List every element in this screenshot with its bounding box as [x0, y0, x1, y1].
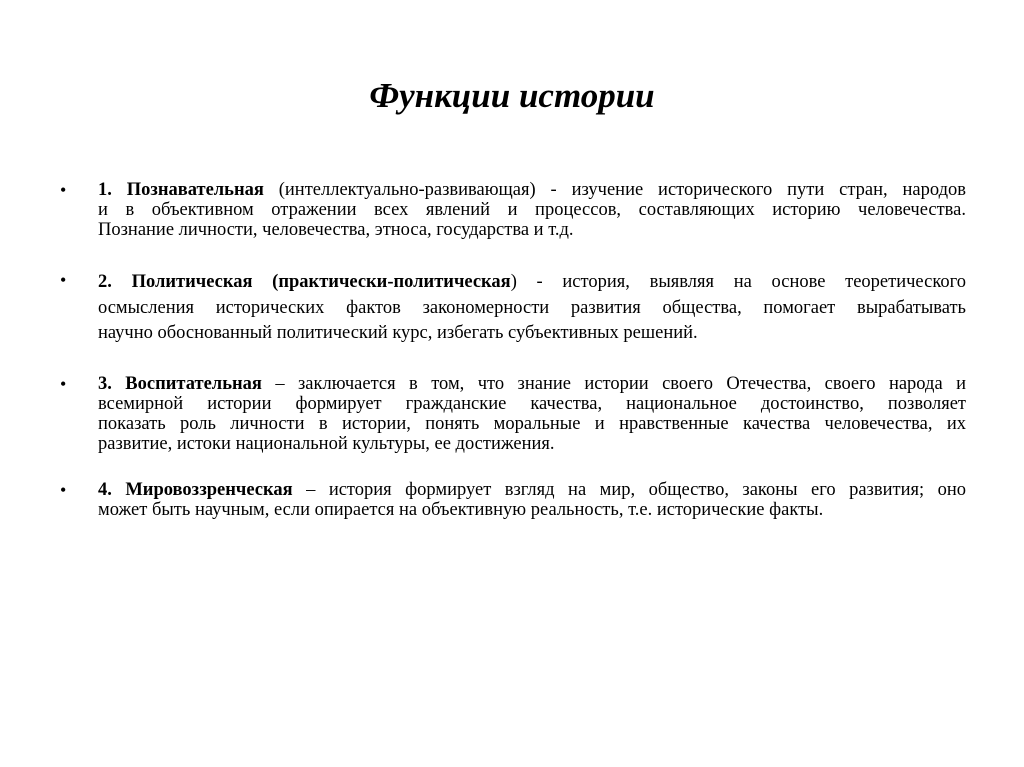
item-text: показать роль личности в истории, понять моральные и нравственные качества человечества, их	[98, 414, 966, 434]
item-heading: 1. Познавательная	[98, 180, 264, 200]
item-heading: 4. Мировоззренческая	[98, 480, 293, 500]
item-text: может быть научным, если опирается на объективную реальность, т.е. исторические факты.	[98, 500, 824, 520]
item-heading: 3. Воспитательная	[98, 374, 262, 394]
item-text: ) - история, выявляя на основе теоретического	[510, 272, 966, 292]
item-text: осмысления исторических фактов закономерности развития общества, помогает вырабатывать	[98, 297, 966, 318]
item-text: научно обоснованный политический курс, избегать субъективных решений.	[98, 323, 698, 343]
bullet-icon: •	[60, 180, 67, 200]
item-text: всемирной истории формирует гражданские качества, национальное достоинство, позволяет	[98, 394, 966, 414]
item-heading: 2. Политическая (практически-политическая	[98, 272, 511, 292]
item-text: – заключается в том, что знание истории своего Отечества, своего народа и	[261, 374, 966, 394]
list-item-cognitive	[60, 180, 966, 240]
item-text: и в объективном отражении всех явлений и процессов, составляющих историю человечества.	[98, 200, 966, 220]
bullet-icon: •	[60, 374, 67, 394]
list-item-worldview	[60, 480, 966, 520]
item-text: Познание личности, человечества, этноса, государства и т.д.	[98, 220, 574, 240]
item-text: развитие, истоки национальной культуры, ее достижения.	[98, 434, 555, 454]
item-text: – история формирует взгляд на мир, общество, законы его развития; оно	[292, 480, 966, 500]
item-text: (интеллектуально-развивающая) - изучение исторического пути стран, народов	[263, 180, 966, 200]
bullet-icon: •	[60, 270, 67, 290]
slide-title: Функции истории	[369, 76, 655, 115]
list-item-educational	[60, 374, 966, 454]
list-item-political	[60, 270, 966, 347]
bullet-icon: •	[60, 480, 67, 500]
